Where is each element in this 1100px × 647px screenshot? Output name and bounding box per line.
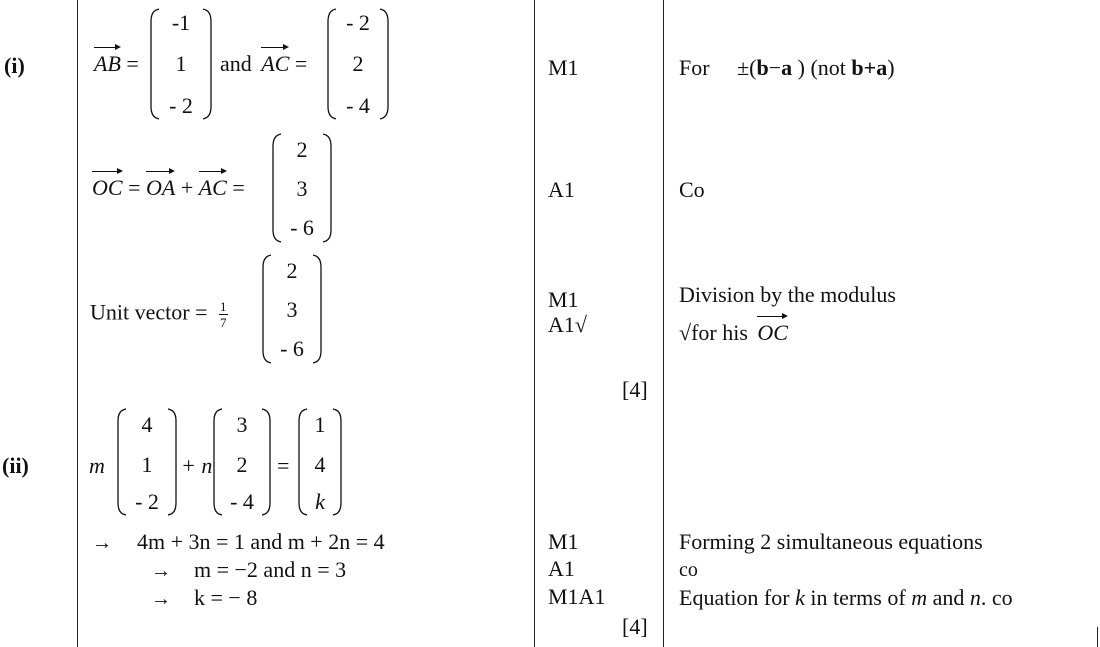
note-i-3b	[679, 322, 788, 344]
note-eq-text-4: . co	[980, 585, 1013, 610]
mark-i-3b: A1√	[548, 312, 587, 337]
edge-rule-right	[1097, 627, 1098, 647]
unit-vector-z: - 6	[280, 336, 304, 361]
note-eq-m: m	[911, 585, 928, 610]
vector-one-x: 4	[141, 412, 153, 437]
vector-two-z: - 4	[230, 489, 254, 514]
mark-total-i: [4]	[622, 377, 648, 402]
vector-one-y: 1	[141, 452, 153, 477]
unit-vector-column	[262, 254, 322, 364]
vector-oc-y: 3	[296, 176, 308, 201]
note-pm: ±(	[737, 55, 757, 80]
note-b: b	[756, 55, 769, 80]
vector-three-k: k	[315, 489, 325, 514]
vector-ab-y: 1	[175, 51, 187, 76]
equals-sign: =	[126, 51, 139, 76]
note-b-plus-a: b+a	[851, 55, 888, 80]
vector-one-column	[117, 408, 177, 516]
mark-ii-3: M1A1	[548, 584, 606, 609]
part-label-ii: (ii)	[2, 453, 29, 478]
mark-ii-1: M1	[548, 529, 579, 554]
column-rule-left	[77, 0, 78, 647]
vector-ac-name: AC	[261, 51, 290, 76]
plus-sign: +	[180, 175, 194, 200]
scalar-m: m	[89, 453, 105, 478]
mark-total-ii: [4]	[622, 614, 648, 639]
vector-ab-x: -1	[171, 10, 191, 35]
step-arrow-3: →	[151, 588, 171, 610]
fraction-numerator: 1	[220, 299, 227, 314]
vector-ab-column	[150, 8, 212, 120]
ab-equation	[94, 53, 139, 75]
note-ii-3	[679, 587, 1013, 609]
vector-oc-name: OC	[92, 175, 123, 200]
vector-oc-column	[272, 133, 332, 243]
vector-two-column	[213, 408, 271, 516]
note-eq-n: n	[969, 585, 981, 610]
vector-ac-x: - 2	[346, 10, 370, 35]
and-word: and	[220, 51, 252, 76]
note-eq-text-1: Equation for	[679, 585, 796, 610]
vector-ac-column	[327, 8, 389, 120]
note-end: )	[887, 55, 895, 80]
unit-vector-x: 2	[286, 258, 298, 283]
vector-ab-z: - 2	[169, 93, 193, 118]
mark-i-2: A1	[548, 177, 575, 202]
vector-two-y: 2	[236, 452, 248, 477]
part-label-i: (i)	[4, 53, 25, 78]
equals-sign: =	[232, 175, 245, 200]
note-not: (not	[804, 55, 852, 80]
note-vector-oc: OC	[757, 320, 788, 345]
note-for-word: For	[679, 55, 710, 80]
vector-ac-y: 2	[352, 51, 364, 76]
fraction-denominator: 7	[220, 315, 227, 330]
note-ii-2: co	[679, 559, 698, 581]
step-solution-k: k = − 8	[194, 585, 258, 610]
step-simultaneous-equations: 4m + 3n = 1 and m + 2n = 4	[137, 529, 385, 554]
note-for-his: √for his	[679, 320, 748, 345]
vector-three-column	[298, 408, 342, 516]
note-i-1	[679, 57, 895, 79]
vector-three-y: 4	[314, 452, 326, 477]
vector-ab-name: AB	[94, 51, 121, 76]
unit-vector-line	[90, 300, 234, 329]
equals-sign: =	[128, 175, 141, 200]
mark-i-3a: M1	[548, 287, 579, 312]
ac-equation	[220, 53, 307, 75]
column-rule-marks	[663, 0, 664, 647]
vector-ac-z: - 4	[346, 93, 370, 118]
vector-two-x: 3	[236, 412, 248, 437]
plus-n: + n	[181, 453, 213, 478]
step-solution-mn: m = −2 and n = 3	[194, 557, 347, 582]
mark-ii-2: A1	[548, 556, 575, 581]
note-eq-k: k	[795, 585, 805, 610]
vector-oc-z: - 6	[290, 215, 314, 240]
note-a: a	[781, 55, 793, 80]
equals-sign: =	[294, 51, 308, 76]
vector-one-z: - 2	[135, 489, 159, 514]
oc-equation	[92, 177, 245, 199]
step-arrow-1: →	[92, 532, 112, 554]
note-minus: −	[768, 55, 782, 80]
note-i-2: Co	[679, 177, 705, 202]
vector-three-x: 1	[314, 412, 326, 437]
unit-vector-y: 3	[286, 297, 298, 322]
note-ii-1: Forming 2 simultaneous equations	[679, 529, 983, 554]
note-i-3a: Division by the modulus	[679, 282, 896, 307]
equals-sign: =	[277, 453, 290, 478]
vector-oc-x: 2	[296, 137, 308, 162]
note-eq-text-3: and	[927, 585, 970, 610]
vector-ac-name-2: AC	[198, 175, 227, 200]
note-eq-text-2: in terms of	[804, 585, 912, 610]
note-close: )	[792, 55, 805, 80]
unit-vector-label: Unit vector =	[90, 299, 208, 325]
column-rule-working	[534, 0, 535, 647]
vector-oa-name: OA	[145, 175, 176, 200]
mark-i-1: M1	[548, 55, 579, 80]
step-arrow-2: →	[151, 560, 171, 582]
one-seventh-fraction	[219, 300, 228, 329]
